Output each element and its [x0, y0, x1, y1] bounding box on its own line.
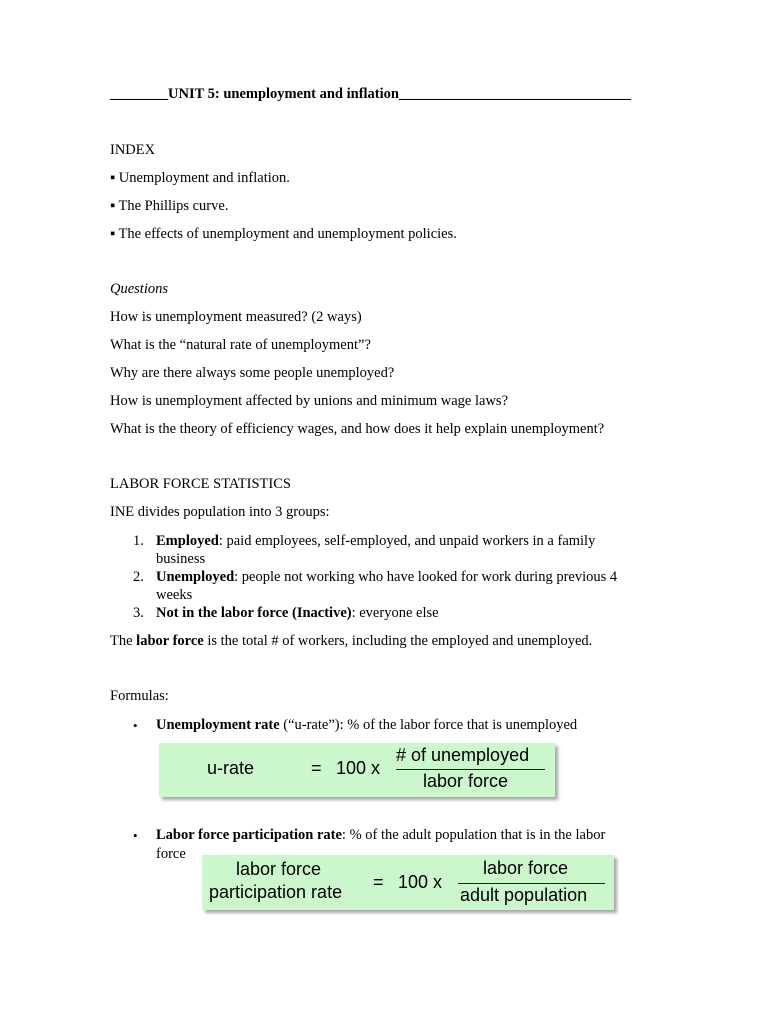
- lfpr-term: Labor force participation rate: [156, 827, 342, 843]
- list-number: 3.: [133, 605, 144, 621]
- list-item: [156, 533, 595, 550]
- formulas-heading: Formulas:: [110, 688, 169, 704]
- index-item: ▪ Unemployment and inflation.: [110, 170, 290, 186]
- urate-description: [156, 717, 577, 734]
- bullet-icon: •: [133, 718, 138, 733]
- urate-numerator: # of unemployed: [396, 745, 530, 765]
- question-item: What is the theory of efficiency wages, and how does it help explain unemployment?: [110, 421, 605, 437]
- labor-intro: INE divides population into 3 groups:: [110, 504, 330, 520]
- urate-equals: =: [311, 758, 322, 778]
- bullet-icon: •: [133, 828, 138, 843]
- lfpr-lhs-line1: labor force: [236, 859, 322, 879]
- lfpr-multiplier: 100 x: [398, 872, 443, 892]
- question-item: What is the “natural rate of unemployment”?: [110, 337, 371, 353]
- definition-text: is the total # of workers, including the employed and unemployed.: [203, 633, 593, 649]
- urate-desc: (“u-rate”): % of the labor force that is unemployed: [279, 717, 578, 733]
- lfpr-continuation: force: [156, 846, 186, 862]
- question-item: How is unemployment affected by unions and minimum wage laws?: [110, 393, 508, 409]
- group-desc: : everyone else: [351, 605, 439, 621]
- lfpr-desc: : % of the adult population that is in the labor: [341, 827, 606, 843]
- lfpr-description: [156, 827, 605, 844]
- group-desc: : people not working who have looked for work during previous 4: [234, 569, 618, 585]
- group-term: Unemployed: [156, 569, 235, 585]
- urate-lhs: u-rate: [207, 758, 255, 778]
- page-title: ________UNIT 5: unemployment and inflation________________________________: [110, 86, 631, 102]
- list-item: [156, 605, 439, 622]
- fraction-bar: [396, 769, 545, 770]
- urate-formula-box: [159, 743, 555, 797]
- group-term: Not in the labor force (Inactive): [156, 605, 352, 621]
- index-heading: INDEX: [110, 142, 156, 158]
- lfpr-formula-box: [202, 855, 614, 910]
- lfpr-denominator: adult population: [460, 885, 588, 905]
- question-item: How is unemployment measured? (2 ways): [110, 309, 362, 325]
- urate-multiplier: 100 x: [336, 758, 381, 778]
- group-term: Employed: [156, 533, 219, 549]
- questions-heading: Questions: [110, 281, 168, 297]
- list-number: 1.: [133, 533, 144, 549]
- lfpr-lhs-line2: participation rate: [209, 882, 343, 902]
- urate-denominator: labor force: [423, 771, 509, 791]
- index-item: ▪ The effects of unemployment and unemployment policies.: [110, 226, 457, 242]
- labor-force-definition: [110, 633, 592, 650]
- list-item-continuation: business: [156, 551, 206, 567]
- question-item: Why are there always some people unemployed?: [110, 365, 395, 381]
- group-desc: : paid employees, self-employed, and unpaid workers in a family: [218, 533, 596, 549]
- definition-prefix: The: [110, 633, 137, 649]
- labor-heading: LABOR FORCE STATISTICS: [110, 476, 291, 492]
- definition-term: labor force: [136, 633, 204, 649]
- fraction-bar: [458, 883, 605, 884]
- index-item: ▪ The Phillips curve.: [110, 198, 229, 214]
- urate-term: Unemployment rate: [156, 717, 280, 733]
- lfpr-numerator: labor force: [483, 858, 569, 878]
- list-number: 2.: [133, 569, 144, 585]
- lfpr-equals: =: [373, 872, 384, 892]
- list-item-continuation: weeks: [156, 587, 193, 603]
- list-item: [156, 569, 617, 586]
